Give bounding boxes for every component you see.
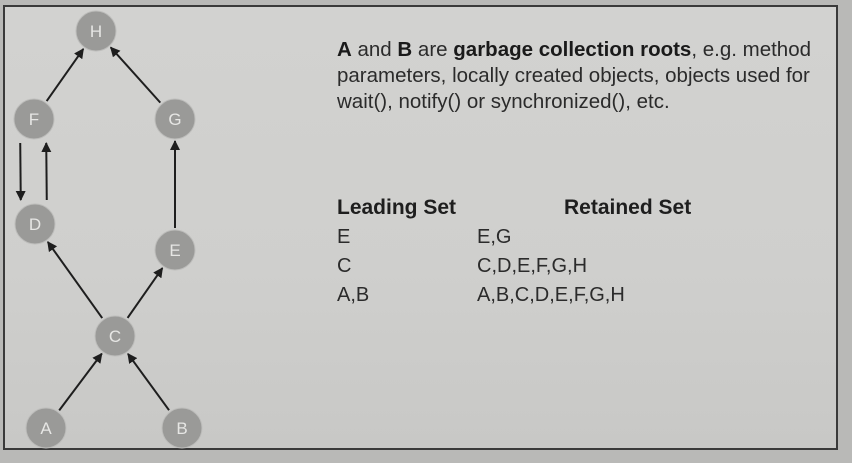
node-label: G	[168, 110, 182, 129]
retained-set-header: Retained Set	[564, 196, 692, 219]
nodes-layer	[14, 11, 202, 448]
row-3-retained: A,B,C,D,E,F,G,H	[477, 284, 625, 306]
leading-set-header: Leading Set	[337, 196, 457, 219]
root-a-name: A	[337, 38, 352, 61]
row-1-retained: E,G	[477, 226, 512, 248]
node-label: A	[40, 419, 52, 438]
node-h	[76, 11, 116, 51]
node-d	[15, 204, 55, 244]
node-b	[162, 408, 202, 448]
node-f	[14, 99, 54, 139]
edge-c-to-d	[48, 242, 102, 318]
node-a	[26, 408, 66, 448]
are-text: are	[412, 38, 454, 61]
node-label: H	[89, 22, 103, 41]
node-label: E	[169, 241, 181, 260]
edge-a-to-c	[59, 354, 102, 411]
node-label: B	[176, 419, 188, 438]
node-c	[95, 316, 135, 356]
and-text: and	[351, 38, 398, 61]
node-g	[155, 99, 195, 139]
row-3-leading: A,B	[337, 284, 370, 306]
node-label: C	[108, 327, 122, 346]
edge-b-to-c	[128, 354, 169, 410]
edge-g-to-h	[111, 47, 161, 102]
edge-d-to-f	[46, 143, 47, 200]
root-b-name: B	[397, 38, 413, 61]
row-1-leading: E	[337, 226, 351, 248]
row-2-leading: C	[337, 255, 352, 277]
node-label: F	[28, 110, 40, 129]
description-rest: , e.g. method parameters, locally created objects, objects used for wait(), notify() or synchronized(), etc.	[337, 38, 812, 113]
node-e	[155, 230, 195, 270]
edge-f-to-h	[47, 49, 84, 101]
edge-f-to-d	[20, 143, 21, 200]
node-label: D	[28, 215, 42, 234]
edge-c-to-e	[128, 268, 163, 318]
gc-roots-description	[337, 37, 827, 115]
gc-roots-term: garbage collection roots	[453, 38, 692, 61]
row-2-retained: C,D,E,F,G,H	[477, 255, 588, 277]
